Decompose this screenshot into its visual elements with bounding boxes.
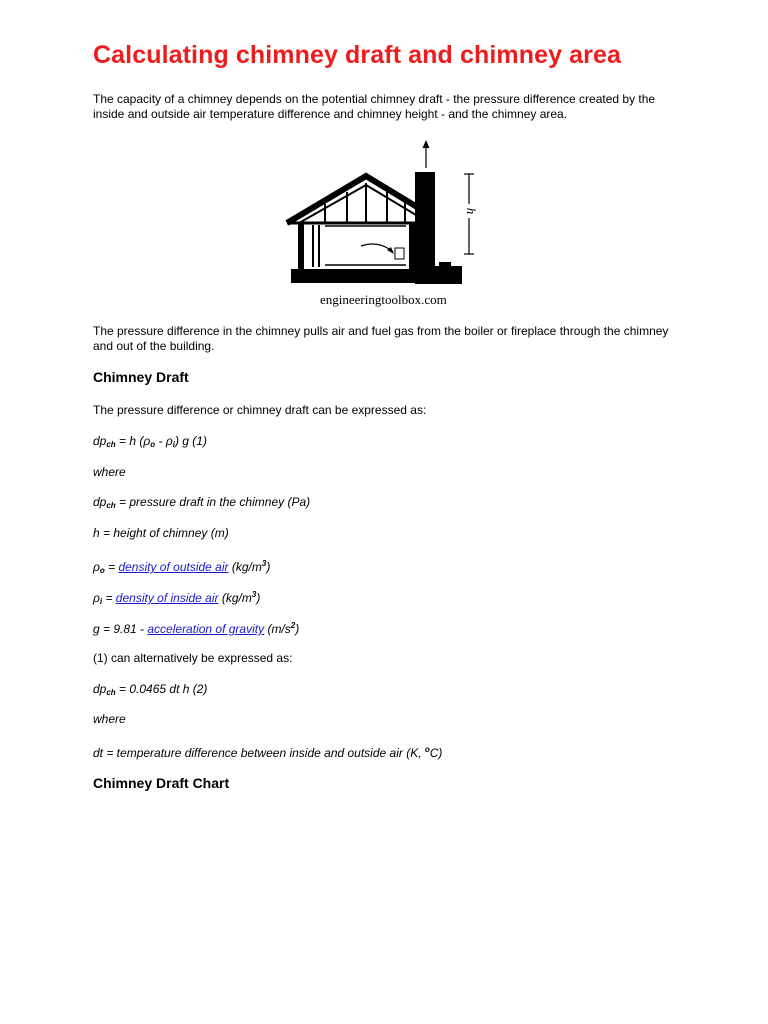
house-chimney-figure (281, 138, 481, 314)
definition-rho-i: $\rho_i$ = density of inside air $(kg/m^3)$ (93, 590, 261, 606)
definition-g: g = 9.81 - acceleration of gravity $(m/s^2)$ (93, 621, 300, 636)
figure-caption: engineeringtoolbox.com (320, 292, 447, 307)
intro-paragraph: The capacity of a chimney depends on the potential chimney draft - the pressure difference created by the inside and outside air temperature difference and chimney height - and the chimney area. (93, 92, 656, 121)
equation-1: $dp_{ch} = h$ $(\rho_o - \rho_i)$ g (1) (93, 434, 207, 449)
section-heading-chimney-draft: Chimney Draft (93, 369, 189, 385)
definition-dp: $dp_{ch}$ = pressure draft in the chimney (Pa) (93, 495, 311, 510)
house-chimney-diagram (281, 138, 481, 298)
page-title: Calculating chimney draft and chimney area (93, 41, 621, 69)
alternative-lead-text: (1) can alternatively be expressed as: (93, 651, 293, 665)
definition-h: h = height of chimney (m) (93, 526, 229, 540)
where-text-1: where (93, 465, 126, 479)
pressure-paragraph: The pressure difference in the chimney pulls air and fuel gas from the boiler or fireplace through the chimney and out of the building. (93, 324, 669, 353)
draft-lead-text: The pressure difference or chimney draft can be expressed as: (93, 403, 427, 417)
acceleration-of-gravity-link[interactable]: acceleration of gravity (147, 622, 265, 636)
density-outside-air-link[interactable]: density of outside air (118, 560, 229, 574)
height-label: h (464, 207, 479, 215)
density-inside-air-link[interactable]: density of inside air (115, 591, 219, 605)
equation-2: $dp_{ch} = 0.0465$ dt h (2) (93, 682, 208, 697)
definition-dt: dt = temperature difference between inside and outside air (K, $^o$C) (93, 745, 443, 760)
where-text-2: where (93, 712, 126, 726)
definition-rho-o: $\rho_o$ = density of outside air $(kg/m^3)$ (93, 559, 271, 575)
section-heading-chimney-draft-chart: Chimney Draft Chart (93, 775, 230, 791)
